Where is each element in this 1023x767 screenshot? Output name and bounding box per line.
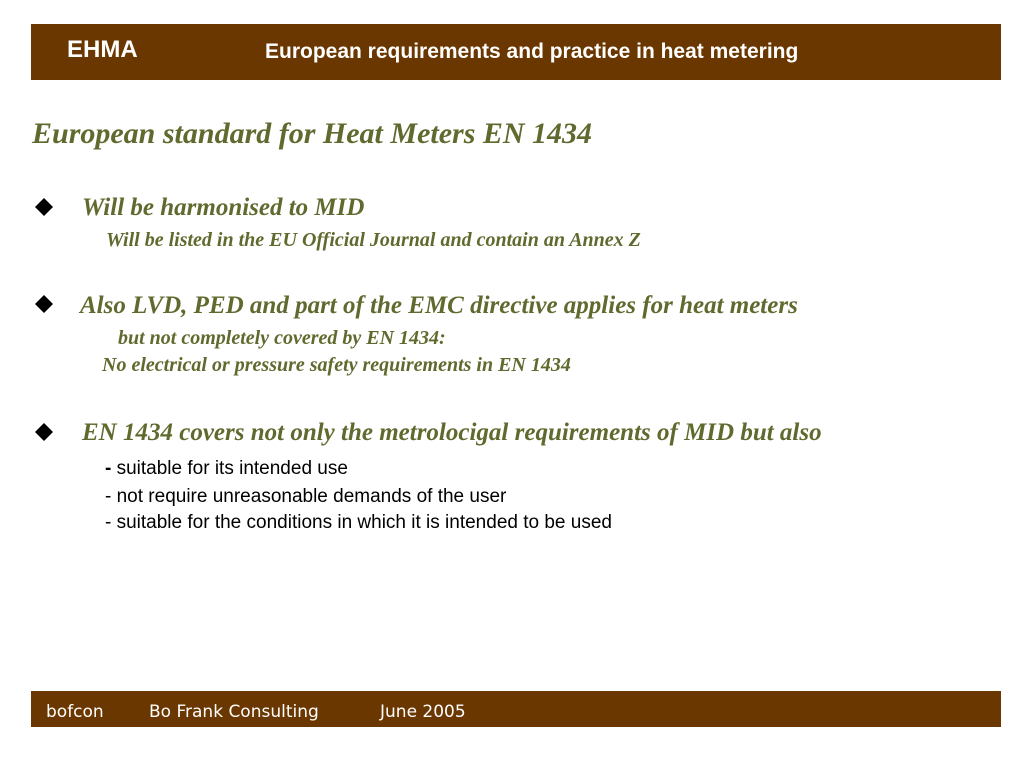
bullet-heading-1: Will be harmonised to MID bbox=[82, 194, 365, 221]
footer-bar bbox=[31, 691, 1001, 727]
bullet-1-line-1: Will be listed in the EU Official Journal and contain an Annex Z bbox=[106, 229, 641, 251]
bullet-heading-3: EN 1434 covers not only the metrolocigal requirements of MID but also bbox=[82, 419, 822, 446]
bullet-2-line-2: No electrical or pressure safety requirements in EN 1434 bbox=[102, 354, 571, 376]
bullet-2-line-1: but not completely covered by EN 1434: bbox=[118, 327, 446, 349]
diamond-bullet-icon bbox=[34, 422, 54, 442]
bullet-3-item-1 bbox=[105, 458, 348, 480]
brand-label: EHMA bbox=[67, 36, 138, 63]
footer-company-short: bofcon bbox=[46, 702, 104, 722]
bullet-3-item-1-text: suitable for its intended use bbox=[111, 458, 348, 479]
header-title: European requirements and practice in heat metering bbox=[265, 40, 799, 63]
header-bar bbox=[31, 24, 1001, 80]
diamond-bullet-icon bbox=[34, 294, 54, 314]
footer-date: June 2005 bbox=[380, 702, 466, 722]
bullet-3-item-2: - not require unreasonable demands of the user bbox=[105, 486, 507, 507]
diamond-bullet-icon bbox=[34, 197, 54, 217]
slide-title: European standard for Heat Meters EN 1434 bbox=[32, 117, 593, 150]
footer-company-name: Bo Frank Consulting bbox=[149, 702, 319, 722]
bullet-heading-2: Also LVD, PED and part of the EMC directive applies for heat meters bbox=[80, 292, 798, 319]
dash-marker: - bbox=[105, 458, 112, 479]
bullet-3-item-3: - suitable for the conditions in which it is intended to be used bbox=[105, 512, 612, 533]
